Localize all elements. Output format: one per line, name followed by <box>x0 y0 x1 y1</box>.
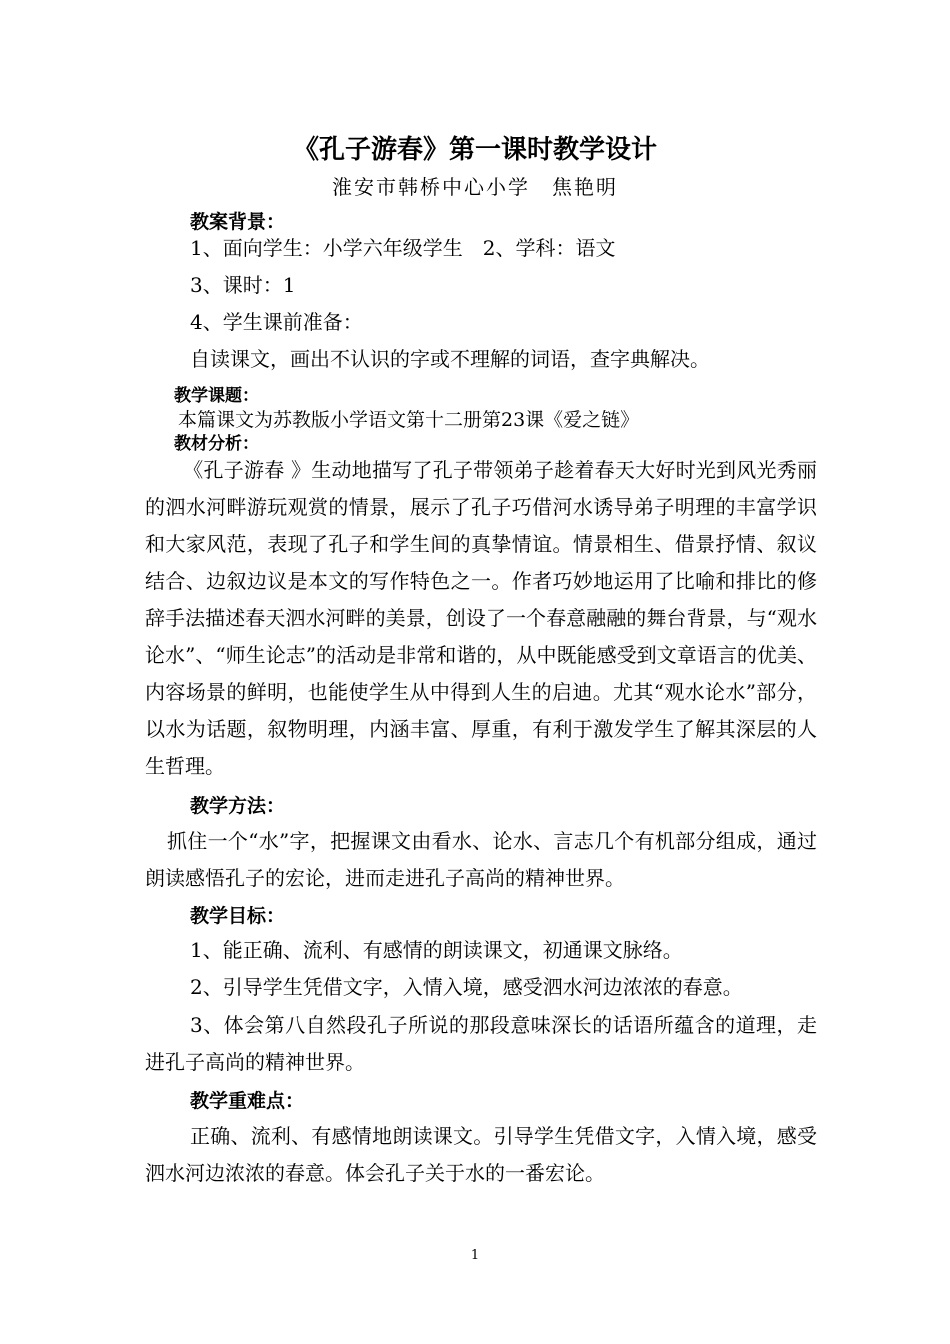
goal-item-2: 2、引导学生凭借文字，入情入境，感受泗水河边浓浓的春意。 <box>190 975 743 999</box>
background-heading: 教案背景： <box>190 211 286 233</box>
author-line: 淮安市韩桥中心小学 焦艳明 <box>332 175 618 199</box>
method-heading: 教学方法： <box>190 795 286 817</box>
background-prep-text: 自读课文，画出不认识的字或不理解的词语，查字典解决。 <box>190 347 710 371</box>
goals-heading: 教学目标： <box>190 905 286 927</box>
key-points-paragraph: 正确、流利、有感情地朗读课文。引导学生凭借文字，入情入境，感受泗水河边浓浓的春意。体会孔子关于水的一番宏论。 <box>145 1124 817 1185</box>
document-title: 《孔子游春》第一课时教学设计 <box>292 135 657 165</box>
analysis-heading: 教材分析： <box>174 434 259 454</box>
goal-item-3: 3、体会第八自然段孔子所说的那段意味深长的话语所蕴含的道理，走进孔子高尚的精神世界。 <box>145 1013 817 1074</box>
topic-heading: 教学课题： <box>174 386 259 406</box>
background-item-4: 4、学生课前准备： <box>190 310 363 334</box>
key-points-heading: 教学重难点： <box>190 1090 305 1112</box>
analysis-paragraph: 《孔子游春 》生动地描写了孔子带领弟子趁着春天大好时光到风光秀丽的泗水河畔游玩观赏的情景，展示了孔子巧借河水诱导弟子明理的丰富学识和大家风范，表现了孔子和学生间的真挚情谊。情景相生、借景抒情、叙议结合、边叙边议是本文的写作特色之一。作者巧妙地运用了比喻和排比的修辞手法描述春天泗水河畔的美景，创设了一个春意融融的舞台背景，与“观水论水”、“师生论志”的活动是非常和谐的，从中既能感受到文章语言的优美、内容场景的鲜明，也能使学生从中得到人生的启迪。尤其“观水论水”部分，以水为话题，叙物明理，内涵丰富、厚重，有利于激发学生了解其深层的人生哲理。 <box>145 458 817 778</box>
background-item-1: 1、面向学生：小学六年级学生 2、学科：语文 <box>190 236 616 260</box>
goal-item-1: 1、能正确、流利、有感情的朗读课文，初通课文脉络。 <box>190 938 683 962</box>
page-number: 1 <box>470 1248 480 1263</box>
method-paragraph: 抓住一个“水”字，把握课文由看水、论水、言志几个有机部分组成，通过朗读感悟孔子的宏论，进而走进孔子高尚的精神世界。 <box>145 829 817 890</box>
background-item-3: 3、课时：1 <box>190 273 296 297</box>
topic-text: 本篇课文为苏教版小学语文第十二册第23课《爱之链》 <box>178 409 640 431</box>
